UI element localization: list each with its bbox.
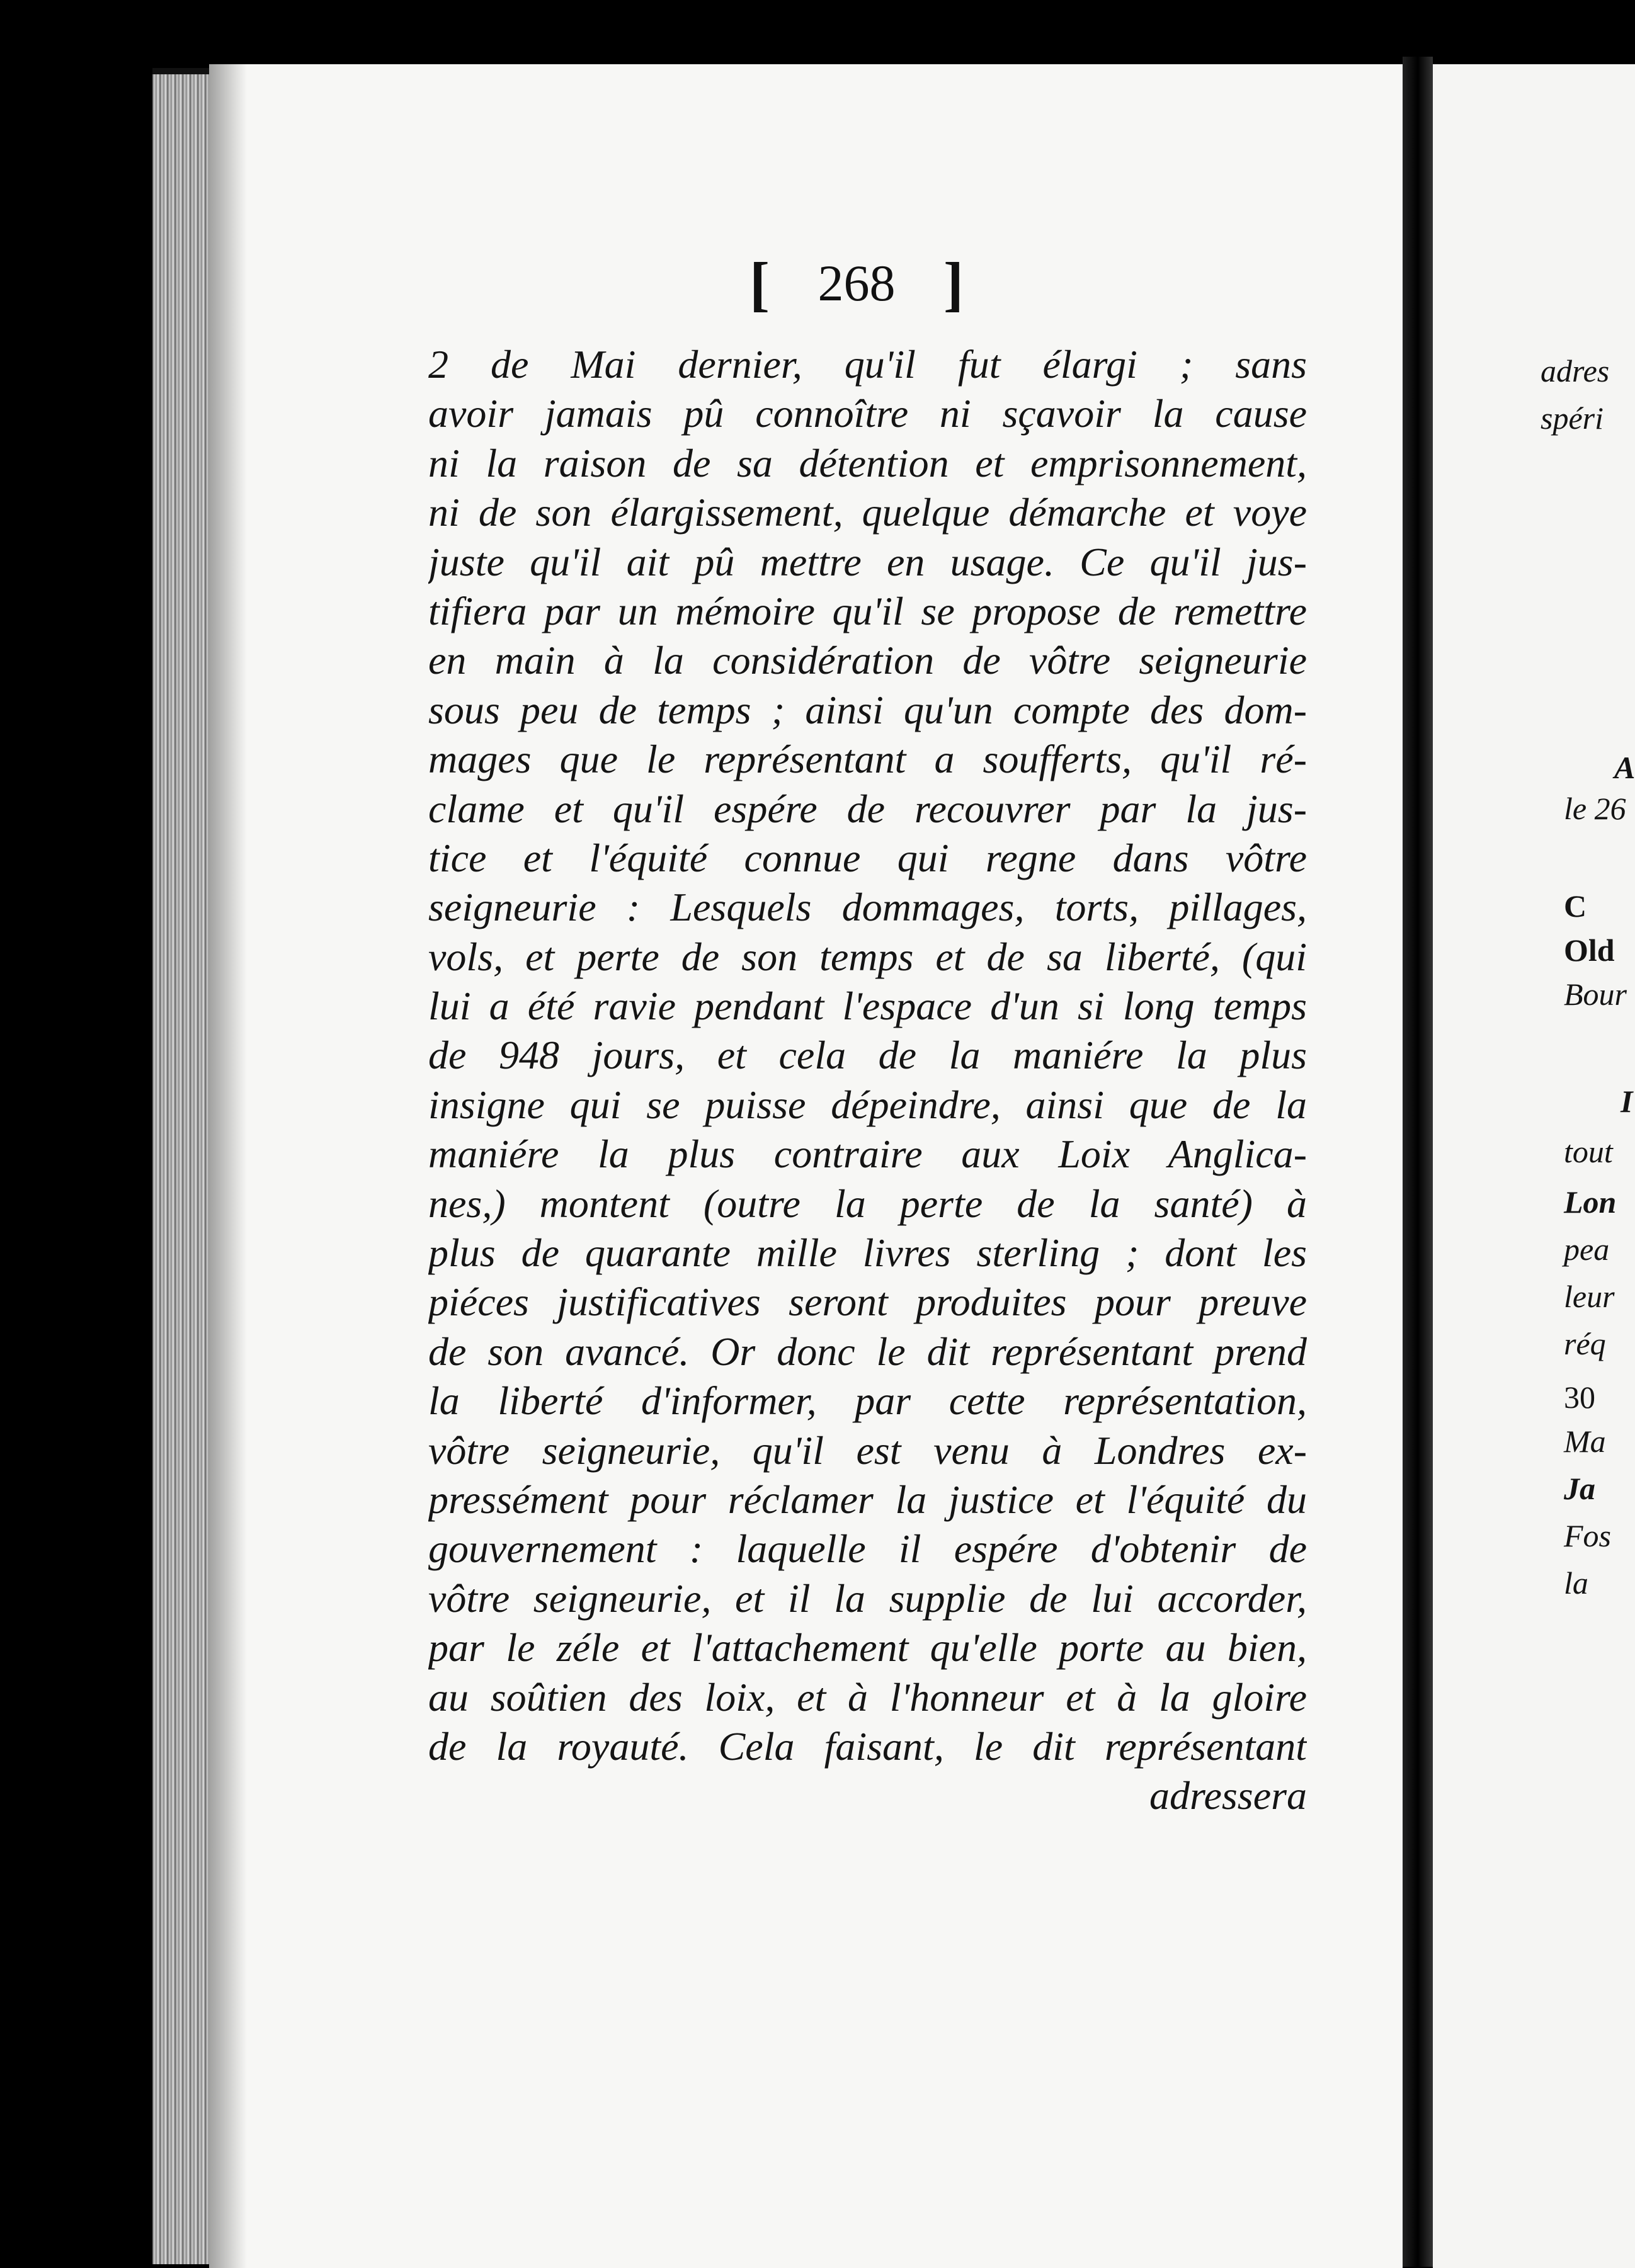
text-line: ni de son élargissement, quelque démarche et voye — [428, 490, 1307, 535]
facing-page-text-fragments — [1529, 0, 1635, 2262]
facing-page-fragment: tout — [1564, 1134, 1613, 1169]
text-line: vôtre seigneurie, et il la supplie de lui accorder, — [428, 1575, 1307, 1621]
facing-page-fragment: A — [1614, 750, 1635, 785]
header-bracket-left: [ — [749, 249, 770, 317]
page-header — [749, 249, 964, 318]
header-bracket-right: ] — [943, 249, 964, 317]
text-line: insigne qui se puisse dépeindre, ainsi que de la — [428, 1082, 1307, 1127]
text-line: vôtre seigneurie, qu'il est venu à Londres ex- — [428, 1427, 1307, 1473]
text-line: 2 de Mai dernier, qu'il fut élargi ; sans — [428, 342, 1307, 387]
text-line: par le zéle et l'attachement qu'elle porte au bien, — [428, 1625, 1307, 1670]
facing-page-fragment: C — [1564, 888, 1587, 924]
text-line: plus de quarante mille livres sterling ; dont les — [428, 1230, 1307, 1276]
text-line: de son avancé. Or donc le dit représentant prend — [428, 1329, 1307, 1374]
book-gutter — [1403, 57, 1433, 2267]
text-line: avoir jamais pû connoître ni sçavoir la cause — [428, 391, 1307, 436]
facing-page-fragment: Ja — [1564, 1471, 1595, 1506]
text-line: seigneurie : Lesquels dommages, torts, pillages, — [428, 885, 1307, 930]
text-line: la liberté d'informer, par cette représentation, — [428, 1378, 1307, 1424]
text-line: juste qu'il ait pû mettre en usage. Ce qu'il jus- — [428, 539, 1307, 584]
text-line: de 948 jours, et cela de la maniére la plus — [428, 1033, 1307, 1078]
catchword: adressera — [1149, 1773, 1307, 1818]
facing-page-fragment: 30 — [1564, 1380, 1595, 1415]
text-line: nes,) montent (outre la perte de la santé) à — [428, 1181, 1307, 1226]
text-line: tifiera par un mémoire qu'il se propose de remettre — [428, 588, 1307, 633]
facing-page-fragment: Fos — [1564, 1518, 1611, 1553]
text-line: pressément pour réclamer la justice et l'équité du — [428, 1477, 1307, 1522]
facing-page-fragment: Ma — [1564, 1424, 1606, 1459]
body-text — [428, 340, 1307, 1821]
stacked-page-edges — [152, 74, 215, 2264]
text-line: tice et l'équité connue qui regne dans vôtre — [428, 835, 1307, 880]
facing-page-fragment: I — [1621, 1084, 1633, 1119]
text-line: clame et qu'il espére de recouvrer par la jus- — [428, 786, 1307, 831]
text-line: mages que le représentant a soufferts, qu'il ré- — [428, 737, 1307, 782]
facing-page-fragment: réq — [1564, 1326, 1606, 1361]
text-line: en main à la considération de vôtre seigneurie — [428, 638, 1307, 683]
facing-page-fragment: Old — [1564, 933, 1615, 968]
text-line: au soûtien des loix, et à l'honneur et à la gloire — [428, 1674, 1307, 1720]
text-line: ni la raison de sa détention et emprisonnement, — [428, 440, 1307, 485]
text-line: lui a été ravie pendant l'espace d'un si long temps — [428, 984, 1307, 1029]
text-line: gouvernement : laquelle il espére d'obtenir de — [428, 1526, 1307, 1572]
facing-page-fragment: leur — [1564, 1279, 1615, 1314]
facing-page-fragment: pea — [1564, 1232, 1610, 1267]
page-shadow — [209, 64, 247, 2268]
text-line: sous peu de temps ; ainsi qu'un compte des dom- — [428, 687, 1307, 732]
facing-page-fragment: Bour — [1564, 977, 1627, 1012]
facing-page-fragment: Lon — [1564, 1184, 1617, 1220]
text-line: maniére la plus contraire aux Loix Anglica- — [428, 1131, 1307, 1177]
text-line: piéces justificatives seront produites pour preuve — [428, 1279, 1307, 1325]
facing-page-fragment: adres — [1541, 353, 1610, 388]
facing-page-fragment: le 26 — [1564, 791, 1626, 826]
facing-page-fragment: spéri — [1541, 400, 1604, 436]
text-line: vols, et perte de son temps et de sa liberté, (qui — [428, 934, 1307, 979]
page-number: 268 — [817, 254, 896, 312]
text-line: de la royauté. Cela faisant, le dit représentant — [428, 1723, 1307, 1769]
facing-page-fragment: la — [1564, 1565, 1588, 1601]
